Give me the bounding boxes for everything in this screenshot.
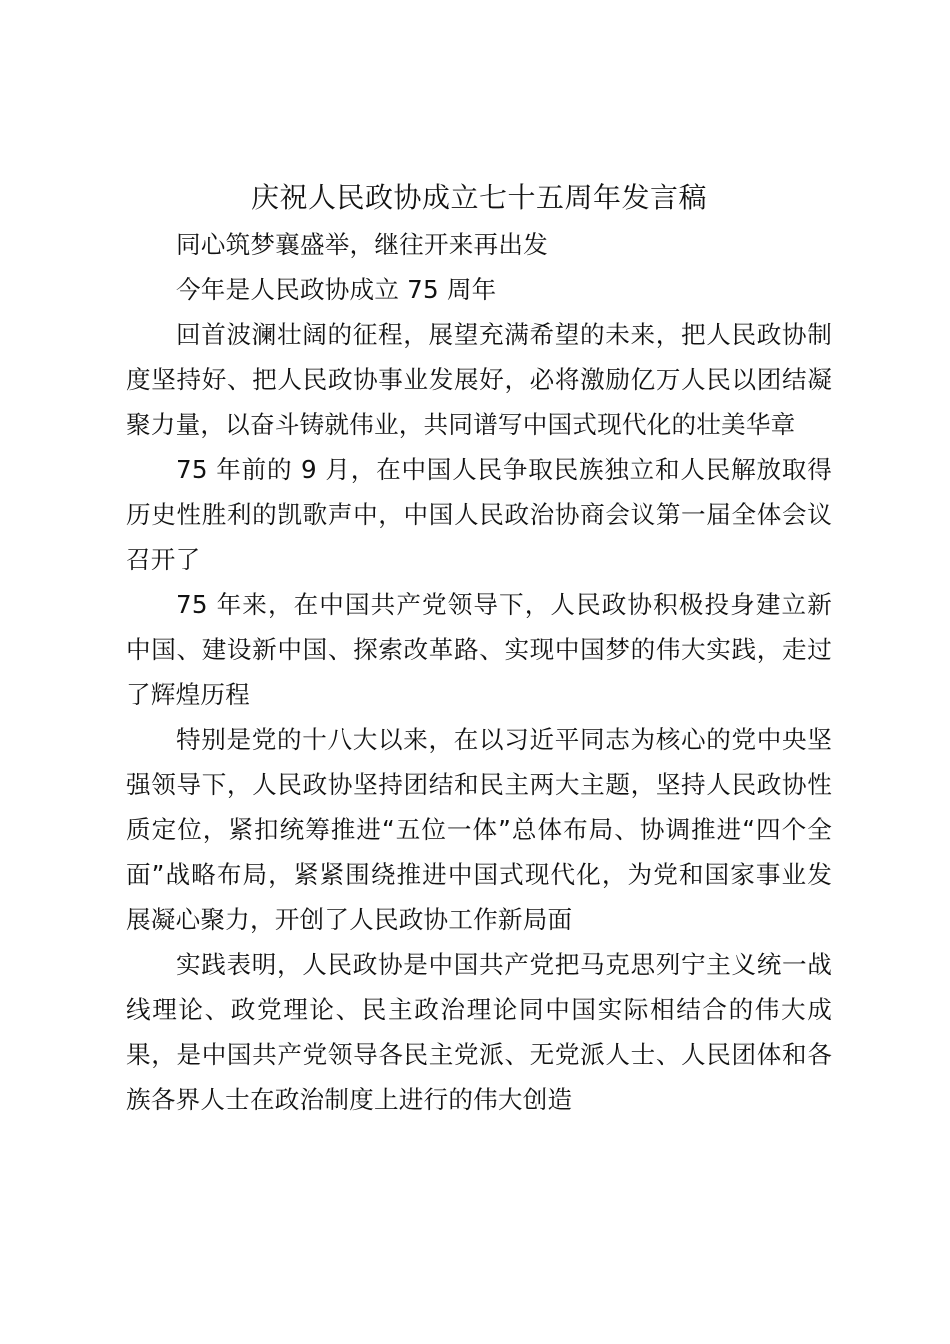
paragraph-founding: 75 年前的 9 月，在中国人民争取民族独立和人民解放取得历史性胜利的凯歌声中，中国人民政治协商会议第一届全体会议召开了	[126, 455, 832, 574]
document-body	[126, 222, 832, 1122]
paragraph-new-era: 特别是党的十八大以来，在以习近平同志为核心的党中央坚强领导下，人民政协坚持团结和民主两大主题，坚持人民政协性质定位，紧扣统筹推进“五位一体”总体布局、协调推进“四个全面”战略布局，紧紧围绕推进中国式现代化，为党和国家事业发展凝心聚力，开创了人民政协工作新局面	[126, 725, 832, 934]
paragraph-practice: 实践表明，人民政协是中国共产党把马克思列宁主义统一战线理论、政党理论、民主政治理论同中国实际相结合的伟大成果，是中国共产党领导各民主党派、无党派人士、人民团体和各族各界人士在政治制度上进行的伟大创造	[126, 950, 832, 1114]
document-title: 庆祝人民政协成立七十五周年发言稿	[250, 181, 707, 214]
paragraph-anniversary: 今年是人民政协成立 75 周年	[176, 275, 497, 304]
paragraph-subtitle: 同心筑梦襄盛举，继往开来再出发	[176, 230, 548, 259]
paragraph-history: 75 年来，在中国共产党领导下，人民政协积极投身建立新中国、建设新中国、探索改革路、实现中国梦的伟大实践，走过了辉煌历程	[126, 590, 832, 709]
paragraph-review: 回首波澜壮阔的征程，展望充满希望的未来，把人民政协制度坚持好、把人民政协事业发展好，必将激励亿万人民以团结凝聚力量，以奋斗铸就伟业，共同谱写中国式现代化的壮美华章	[126, 320, 832, 439]
